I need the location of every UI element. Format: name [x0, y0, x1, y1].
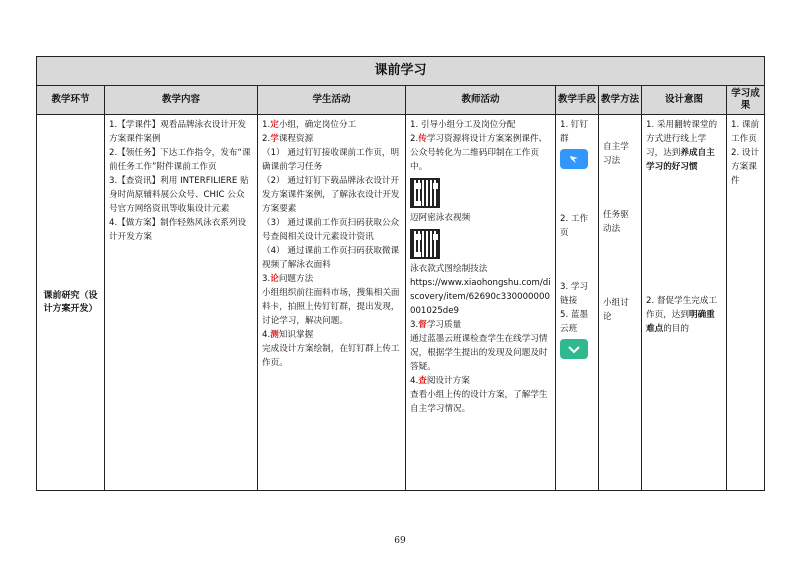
header-content: 教学内容 [105, 86, 258, 115]
means-cell [556, 115, 599, 491]
lesson-plan-table [36, 56, 765, 491]
table-title: 课前学习 [37, 57, 765, 86]
student-sub: （1） 通过钉钉接收课前工作页，明确课前学习任务 [262, 148, 400, 172]
means-item: 3. 学习链接 [560, 282, 589, 306]
teacher-sub: 通过蓝墨云班课检查学生在线学习情况，根据学生提出的发现及问题及时答疑。 [410, 334, 548, 372]
qr-code-icon [410, 178, 440, 208]
page-number: 69 [394, 536, 406, 546]
content-item: 3.【查资讯】利用 INTERFILIERE 贴身时尚原辅料展公众号、CHIC 公众号官方网络资讯等收集设计元素 [109, 176, 249, 214]
student-step-3: 3.论问题方法 [262, 274, 314, 284]
method-item: 任务驱动法 [603, 210, 629, 234]
header-intent: 设计意图 [642, 86, 727, 115]
student-sub: （4） 通过课前工作页扫码获取微课视频了解泳衣面料 [262, 246, 400, 270]
student-step-4: 4.测知识掌握 [262, 330, 314, 340]
intent-item: 2. 督促学生完成工作页，达到明确重难点的目的 [646, 296, 718, 334]
outcome-item: 2. 设计方案课件 [731, 148, 760, 186]
intent-item: 1. 采用翻转课堂的方式进行线上学习，达到养成自主学习的好习惯 [646, 120, 718, 172]
student-sub: （3） 通过课前工作页扫码获取公众号查阅相关设计元素设计资讯 [262, 218, 400, 242]
means-item: 2. 工作页 [560, 214, 589, 238]
teacher-step-3: 3.督学习质量 [410, 320, 462, 330]
qr-code-icon [410, 229, 440, 259]
content-item: 2.【领任务】下达工作指令，发布“课前任务工作”附件课前工作页 [109, 148, 251, 172]
qr-caption: 迈阿密泳衣视频 [410, 213, 471, 223]
cloud-class-icon [560, 339, 588, 359]
teacher-step-4: 4.查阅设计方案 [410, 376, 470, 386]
dingtalk-icon [560, 149, 588, 169]
intent-cell [642, 115, 727, 491]
means-item: 5. 蓝墨云班 [560, 310, 589, 334]
student-step-2: 2.学课程资源 [262, 134, 314, 144]
header-teacher: 教师活动 [406, 86, 556, 115]
student-step-1: 1.定小组，确定岗位分工 [262, 120, 357, 130]
header-student: 学生活动 [258, 86, 406, 115]
means-item: 1. 钉钉群 [560, 120, 589, 144]
method-item: 小组讨论 [603, 298, 629, 322]
teacher-step-2: 2.传学习资源将设计方案案例课件、公众号转化为二维码印制在工作页中。 [410, 134, 548, 172]
teacher-step-1: 1. 引导小组分工及岗位分配 [410, 120, 516, 130]
student-cell [258, 115, 406, 491]
method-item: 自主学习法 [603, 142, 629, 166]
methods-cell [599, 115, 642, 491]
reference-link[interactable]: https://www.xiaohongshu.com/discovery/item/62690c330000000001025de9 [410, 278, 551, 316]
qr-caption: 泳衣款式图绘制技法 [410, 264, 488, 274]
student-sub: 完成设计方案绘制，在钉钉群上传工作页。 [262, 344, 400, 368]
segment-cell: 课前研究（设计方案开发） [37, 115, 105, 491]
teacher-sub: 查看小组上传的设计方案，了解学生自主学习情况。 [410, 390, 548, 414]
student-sub: （2） 通过钉钉下载品牌泳衣设计开发方案课件案例，了解泳衣设计开发方案要素 [262, 176, 400, 214]
outcomes-cell [727, 115, 765, 491]
content-item: 4.【做方案】制作轻熟风泳衣系列设计开发方案 [109, 218, 247, 242]
header-outcomes: 学习成果 [727, 86, 765, 115]
content-cell [105, 115, 258, 491]
header-methods: 教学方法 [599, 86, 642, 115]
header-segment: 教学环节 [37, 86, 105, 115]
header-means: 教学手段 [556, 86, 599, 115]
content-item: 1.【学课件】观看品牌泳衣设计开发方案课件案例 [109, 120, 247, 144]
student-sub: 小组组织前往面料市场，搜集相关面料卡，拍照上传钉钉群，提出发现，讨论学习，解决问题。 [262, 288, 400, 326]
outcome-item: 1. 课前工作页 [731, 120, 760, 144]
teacher-cell [406, 115, 556, 491]
